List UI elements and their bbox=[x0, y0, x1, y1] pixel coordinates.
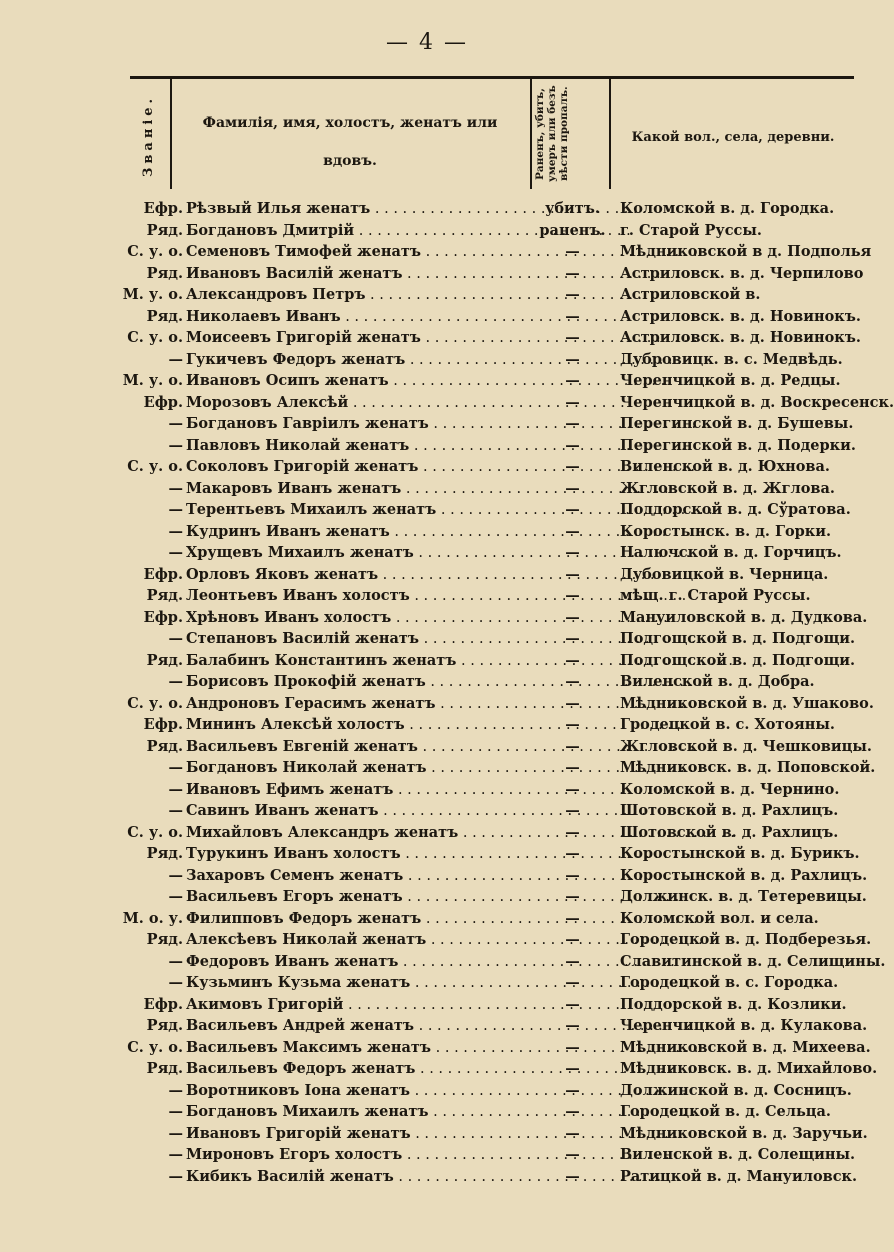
place-cell: Коломской в. д. Чернино. bbox=[620, 780, 840, 798]
rank-cell: — bbox=[168, 888, 183, 905]
status-cell: — bbox=[565, 909, 580, 927]
rank-cell: С. у. о. bbox=[127, 458, 183, 475]
status-cell: — bbox=[565, 1038, 580, 1056]
status-cell: — bbox=[565, 393, 580, 411]
place-cell: Славитинской в. д. Селищины. bbox=[620, 952, 886, 970]
name-cell: Филипповъ Федоръ женатъ . . . bbox=[186, 908, 526, 931]
status-cell: — bbox=[565, 479, 580, 497]
rank-cell: — bbox=[168, 974, 183, 991]
status-cell: — bbox=[565, 587, 580, 604]
place-cell: Шотовской в. д. Рахлицъ. bbox=[620, 802, 839, 819]
table-row bbox=[0, 843, 860, 865]
name-cell: Моисеевъ Григорій женатъ . . . bbox=[186, 327, 526, 350]
name-cell: Васильевъ Максимъ женатъ . . . bbox=[186, 1037, 526, 1060]
rank-cell: — bbox=[168, 1103, 183, 1120]
name-cell: Савинъ Иванъ женатъ . . . bbox=[186, 800, 526, 823]
name-cell: Степановъ Василій женатъ . . . bbox=[186, 628, 526, 651]
name-cell: Леонтьевъ Иванъ холостъ . . . bbox=[186, 585, 526, 608]
name-cell: Васильевъ Андрей женатъ . . . bbox=[186, 1015, 526, 1038]
status-cell: — bbox=[565, 608, 580, 626]
place-cell: мѣщ. г. Старой Руссы. bbox=[620, 587, 811, 604]
table-row bbox=[0, 1080, 854, 1102]
place-cell: Мѣдниковской в д. Подполья bbox=[620, 243, 872, 260]
place-cell: Городецкой в. с. Городка. bbox=[620, 974, 839, 991]
column-divider-rank bbox=[170, 79, 172, 189]
place-cell: Виленской в. д. Добра. bbox=[620, 673, 815, 690]
table-row bbox=[0, 1015, 868, 1037]
status-cell: — bbox=[565, 1081, 580, 1099]
name-cell: Хрущевъ Михаилъ женатъ . . . bbox=[186, 542, 526, 565]
rank-cell: С. у. о. bbox=[127, 243, 183, 260]
rank-cell: Ефр. bbox=[143, 716, 183, 733]
name-cell: Терентьевъ Михаилъ женатъ . . . bbox=[186, 499, 526, 522]
name-cell: Турукинъ Иванъ холостъ . . . bbox=[186, 843, 526, 866]
header-name-line2: вдовъ. bbox=[323, 153, 377, 169]
place-cell: Налючской в. д. Горчицъ. bbox=[620, 544, 842, 561]
place-cell: Виленской в. д. Солещины. bbox=[620, 1146, 856, 1163]
status-cell: — bbox=[565, 888, 580, 905]
status-cell: — bbox=[565, 1167, 580, 1185]
table-row bbox=[0, 564, 854, 586]
name-cell: Захаровъ Семенъ женатъ . . . bbox=[186, 865, 526, 888]
table-row bbox=[0, 327, 861, 349]
place-cell: Черенчицкой в. д. Кулакова. bbox=[620, 1017, 868, 1034]
status-cell: — bbox=[565, 651, 580, 669]
status-cell: — bbox=[565, 845, 580, 862]
table-row bbox=[0, 800, 854, 822]
place-cell: Должинской в. д. Сосницъ. bbox=[620, 1081, 852, 1099]
rank-cell: Ряд. bbox=[146, 264, 183, 282]
place-cell: Дубровицк. в. с. Медвѣдь. bbox=[620, 350, 843, 368]
name-cell: Гукичевъ Федоръ женатъ . . . bbox=[186, 349, 526, 372]
status-cell: — bbox=[565, 436, 580, 454]
status-cell: — bbox=[565, 544, 580, 561]
name-cell: Соколовъ Григорій женатъ . . . bbox=[186, 456, 526, 479]
table-row bbox=[0, 521, 854, 543]
place-cell: Мѣдниковской в. д. Михеева. bbox=[620, 1038, 871, 1056]
place-cell: Астриловск. в. д. Черпилово bbox=[620, 264, 864, 282]
status-cell: — bbox=[565, 501, 580, 518]
name-cell: Акимовъ Григорій . . . bbox=[186, 994, 526, 1017]
place-cell: Коломской в. д. Городка. bbox=[620, 200, 835, 217]
rank-cell: Ряд. bbox=[146, 931, 183, 948]
place-cell: Астриловской в. bbox=[620, 286, 761, 303]
table-row bbox=[0, 1166, 858, 1188]
place-cell: Мѣдниковск. в. д. Поповской. bbox=[620, 759, 876, 776]
table-row bbox=[0, 994, 854, 1016]
place-cell: Астриловск. в. д. Новинокъ. bbox=[620, 329, 861, 346]
place-cell: Мануиловской в. д. Дудкова. bbox=[620, 608, 868, 626]
name-cell: Мироновъ Егоръ холостъ . . . bbox=[186, 1144, 526, 1167]
status-cell: — bbox=[565, 694, 580, 712]
status-cell: — bbox=[565, 673, 580, 690]
rank-cell: Ряд. bbox=[146, 1060, 183, 1077]
table-row bbox=[0, 284, 854, 306]
rank-cell: Ряд. bbox=[146, 845, 183, 862]
name-cell: Семеновъ Тимофей женатъ . . . bbox=[186, 241, 526, 264]
place-cell: Должинск. в. д. Тетеревицы. bbox=[620, 888, 867, 905]
table-row bbox=[0, 736, 872, 758]
rank-cell: — bbox=[168, 780, 183, 798]
table-row bbox=[0, 413, 854, 435]
column-divider-status bbox=[609, 79, 611, 189]
table-row bbox=[0, 456, 854, 478]
name-cell: Богдановъ Михаилъ женатъ . . . bbox=[186, 1101, 526, 1124]
name-cell: Павловъ Николай женатъ . . . bbox=[186, 435, 526, 458]
table-row bbox=[0, 349, 854, 371]
name-cell: Орловъ Яковъ женатъ . . . bbox=[186, 564, 526, 587]
place-cell: Перегинской в. д. Бушевы. bbox=[620, 415, 854, 432]
place-cell: Коростынской в. д. Бурикъ. bbox=[620, 845, 860, 862]
rank-cell: — bbox=[168, 1081, 183, 1099]
place-cell: Коростынской в. д. Рахлицъ. bbox=[620, 866, 868, 884]
table-row bbox=[0, 370, 854, 392]
header-name bbox=[175, 104, 525, 180]
status-cell: — bbox=[565, 1017, 580, 1034]
rank-cell: — bbox=[168, 436, 183, 454]
place-cell: Коломской вол. и села. bbox=[620, 909, 819, 927]
status-cell: — bbox=[565, 458, 580, 475]
rank-cell: Ефр. bbox=[143, 200, 183, 217]
place-cell: Подгощской в. д. Подгощи. bbox=[620, 651, 856, 669]
rank-cell: — bbox=[168, 673, 183, 690]
rank-cell: Ряд. bbox=[146, 307, 183, 325]
rank-cell: М. о. у. bbox=[122, 909, 183, 927]
table-row bbox=[0, 542, 854, 564]
table-row bbox=[0, 1058, 878, 1080]
header-place: Какой вол., села, деревни. bbox=[631, 130, 835, 145]
name-cell: Хрѣновъ Иванъ холостъ . . . bbox=[186, 607, 526, 630]
table-row bbox=[0, 1037, 871, 1059]
name-cell: Васильевъ Федоръ женатъ . . . bbox=[186, 1058, 526, 1081]
table-row bbox=[0, 241, 872, 263]
table-row bbox=[0, 220, 854, 242]
name-cell: Балабинъ Константинъ женатъ . . . bbox=[186, 650, 526, 673]
status-cell: — bbox=[565, 1124, 580, 1142]
table-row bbox=[0, 757, 876, 779]
table-row bbox=[0, 714, 854, 736]
name-cell: Кузьминъ Кузьма женатъ . . . bbox=[186, 972, 526, 995]
table-row bbox=[0, 1101, 854, 1123]
name-cell: Борисовъ Прокофій женатъ . . . bbox=[186, 671, 526, 694]
status-cell: — bbox=[565, 307, 580, 325]
name-cell: Николаевъ Иванъ . . . bbox=[186, 306, 526, 329]
place-cell: Астриловск. в. д. Новинокъ. bbox=[620, 307, 861, 325]
status-cell: — bbox=[565, 286, 580, 303]
header-status: Раненъ, убитъ, умеръ или безъ вѣсти пропалъ. bbox=[534, 85, 570, 183]
rank-cell: — bbox=[168, 759, 183, 776]
place-cell: Городецкой в. д. Сельца. bbox=[620, 1103, 831, 1120]
name-cell: Ивановъ Григорій женатъ . . . bbox=[186, 1123, 526, 1146]
status-cell: — bbox=[565, 780, 580, 798]
table-row bbox=[0, 822, 854, 844]
name-cell: Александровъ Петръ . . . bbox=[186, 284, 526, 307]
table-row bbox=[0, 650, 854, 672]
column-divider-name bbox=[530, 79, 532, 189]
rank-cell: — bbox=[168, 630, 183, 647]
status-cell: — bbox=[565, 952, 580, 970]
place-cell: Поддорской в. д. Козлики. bbox=[620, 995, 847, 1013]
place-cell: Черенчицкой в. д. Воскресенск. bbox=[620, 393, 894, 411]
rank-cell: С. у. о. bbox=[127, 694, 183, 712]
rank-cell: — bbox=[168, 522, 183, 540]
rank-cell: — bbox=[168, 1167, 183, 1185]
rank-cell: Ефр. bbox=[143, 565, 183, 583]
rank-cell: — bbox=[168, 350, 183, 368]
name-cell: Васильевъ Егоръ женатъ . . . bbox=[186, 886, 526, 909]
table-row bbox=[0, 263, 864, 285]
name-cell: Богдановъ Николай женатъ . . . bbox=[186, 757, 526, 780]
rank-cell: Ефр. bbox=[143, 608, 183, 626]
rank-cell: С. у. о. bbox=[127, 1038, 183, 1056]
status-cell: — bbox=[565, 1103, 580, 1120]
rank-cell: Ряд. bbox=[146, 221, 183, 239]
place-cell: Мѣдниковск. в. д. Михайлово. bbox=[620, 1060, 878, 1077]
rank-cell: С. у. о. bbox=[127, 329, 183, 346]
status-cell: — bbox=[565, 759, 580, 776]
status-cell: — bbox=[565, 802, 580, 819]
table-row bbox=[0, 392, 894, 414]
table-row bbox=[0, 951, 886, 973]
place-cell: Поддорской в. д. Сўратова. bbox=[620, 501, 851, 518]
rank-cell: С. у. о. bbox=[127, 823, 183, 841]
rank-cell: — bbox=[168, 802, 183, 819]
name-cell: Морозовъ Алексѣй . . . bbox=[186, 392, 526, 415]
place-cell: Черенчицкой в. д. Редцы. bbox=[620, 372, 841, 389]
name-cell: Ивановъ Осипъ женатъ . . . bbox=[186, 370, 526, 393]
name-cell: Ивановъ Василій женатъ . . . bbox=[186, 263, 526, 286]
rank-cell: — bbox=[168, 866, 183, 884]
table-row bbox=[0, 435, 854, 457]
status-cell: — bbox=[565, 931, 580, 948]
table-row bbox=[0, 628, 854, 650]
place-cell: Жгловской в. д. Чешковицы. bbox=[620, 737, 872, 755]
status-cell: — bbox=[565, 565, 580, 583]
name-cell: Воротниковъ Іона женатъ . . . bbox=[186, 1080, 526, 1103]
table-row bbox=[0, 585, 854, 607]
rank-cell: — bbox=[168, 415, 183, 432]
place-cell: Перегинской в. д. Подерки. bbox=[620, 436, 856, 454]
table-row bbox=[0, 306, 861, 328]
header-name-line1: Фамилія, имя, холостъ, женатъ или bbox=[202, 115, 498, 131]
name-cell: Федоровъ Иванъ женатъ . . . bbox=[186, 951, 526, 974]
status-cell: убитъ. bbox=[545, 200, 600, 217]
status-cell: раненъ. bbox=[539, 221, 606, 239]
rank-cell: Ряд. bbox=[146, 1017, 183, 1034]
status-cell: — bbox=[565, 823, 580, 841]
header-rank: Званіе. bbox=[141, 94, 156, 178]
rank-cell: Ряд. bbox=[146, 737, 183, 755]
name-cell: Михайловъ Александръ женатъ . . . bbox=[186, 822, 526, 845]
name-cell: Кудринъ Иванъ женатъ . . . bbox=[186, 521, 526, 544]
name-cell: Андроновъ Герасимъ женатъ . . . bbox=[186, 693, 526, 716]
rank-cell: Ефр. bbox=[143, 995, 183, 1013]
name-cell: Кибикъ Василій женатъ . . . bbox=[186, 1166, 526, 1189]
table-row bbox=[0, 779, 854, 801]
status-cell: — bbox=[565, 243, 580, 260]
rank-cell: — bbox=[168, 1124, 183, 1142]
rank-cell: Ряд. bbox=[146, 651, 183, 669]
name-cell: Ивановъ Ефимъ женатъ . . . bbox=[186, 779, 526, 802]
place-cell: Виленской в. д. Юхнова. bbox=[620, 458, 830, 475]
name-cell: Рѣзвый Илья женатъ . . . bbox=[186, 198, 526, 221]
table-row bbox=[0, 865, 868, 887]
status-cell: — bbox=[565, 716, 580, 733]
name-cell: Богдановъ Гавріилъ женатъ . . . bbox=[186, 413, 526, 436]
rank-cell: — bbox=[168, 952, 183, 970]
top-rule bbox=[130, 76, 854, 79]
rank-cell: М. у. о. bbox=[122, 286, 183, 303]
status-cell: — bbox=[565, 1060, 580, 1077]
place-cell: Мѣдниковской в. д. Ушаково. bbox=[620, 694, 874, 712]
rank-cell: — bbox=[168, 479, 183, 497]
page-number: — 4 — bbox=[386, 30, 468, 55]
name-cell: Алексѣевъ Николай женатъ . . . bbox=[186, 929, 526, 952]
place-cell: Дубовицкой в. Черница. bbox=[620, 565, 829, 583]
rank-cell: — bbox=[168, 544, 183, 561]
name-cell: Богдановъ Дмитрій . . . bbox=[186, 220, 526, 243]
table-row bbox=[0, 607, 868, 629]
place-cell: Шотовской в. д. Рахлицъ. bbox=[620, 823, 839, 841]
table-row bbox=[0, 693, 874, 715]
table-row bbox=[0, 908, 854, 930]
rank-cell: Ряд. bbox=[146, 587, 183, 604]
rank-cell: М. у. о. bbox=[122, 372, 183, 389]
place-cell: Коростынск. в. д. Горки. bbox=[620, 522, 832, 540]
rank-cell: Ефр. bbox=[143, 393, 183, 411]
status-cell: — bbox=[565, 737, 580, 755]
table-row bbox=[0, 929, 872, 951]
table-row bbox=[0, 478, 854, 500]
name-cell: Васильевъ Евгеній женатъ . . . bbox=[186, 736, 526, 759]
place-cell: Подгощской в. д. Подгощи. bbox=[620, 630, 856, 647]
status-cell: — bbox=[565, 264, 580, 282]
status-cell: — bbox=[565, 522, 580, 540]
table-row bbox=[0, 1144, 854, 1166]
table-row bbox=[0, 1123, 868, 1145]
table-row bbox=[0, 198, 854, 220]
table-row bbox=[0, 499, 854, 521]
table-row bbox=[0, 972, 854, 994]
place-cell: Жгловской в. д. Жглова. bbox=[620, 479, 835, 497]
place-cell: Ратицкой в. д. Мануиловск. bbox=[620, 1167, 858, 1185]
name-cell: Макаровъ Иванъ женатъ . . . bbox=[186, 478, 526, 501]
rank-cell: — bbox=[168, 1146, 183, 1163]
place-cell: Гродецкой в. с. Хотояны. bbox=[620, 716, 835, 733]
status-cell: — bbox=[565, 1146, 580, 1163]
rank-cell: — bbox=[168, 501, 183, 518]
name-cell: Мининъ Алексѣй холостъ . . . bbox=[186, 714, 526, 737]
place-cell: Мѣдниковской в. д. Заручьи. bbox=[620, 1124, 868, 1142]
place-cell: Городецкой в. д. Подберезья. bbox=[620, 931, 872, 948]
casualty-list bbox=[0, 198, 894, 1187]
table-row bbox=[0, 886, 867, 908]
status-cell: — bbox=[565, 329, 580, 346]
status-cell: — bbox=[565, 995, 580, 1013]
status-cell: — bbox=[565, 630, 580, 647]
table-row bbox=[0, 671, 854, 693]
status-cell: — bbox=[565, 415, 580, 432]
status-cell: — bbox=[565, 866, 580, 884]
status-cell: — bbox=[565, 372, 580, 389]
status-cell: — bbox=[565, 974, 580, 991]
status-cell: — bbox=[565, 350, 580, 368]
place-cell: г. Старой Руссы. bbox=[620, 221, 762, 239]
